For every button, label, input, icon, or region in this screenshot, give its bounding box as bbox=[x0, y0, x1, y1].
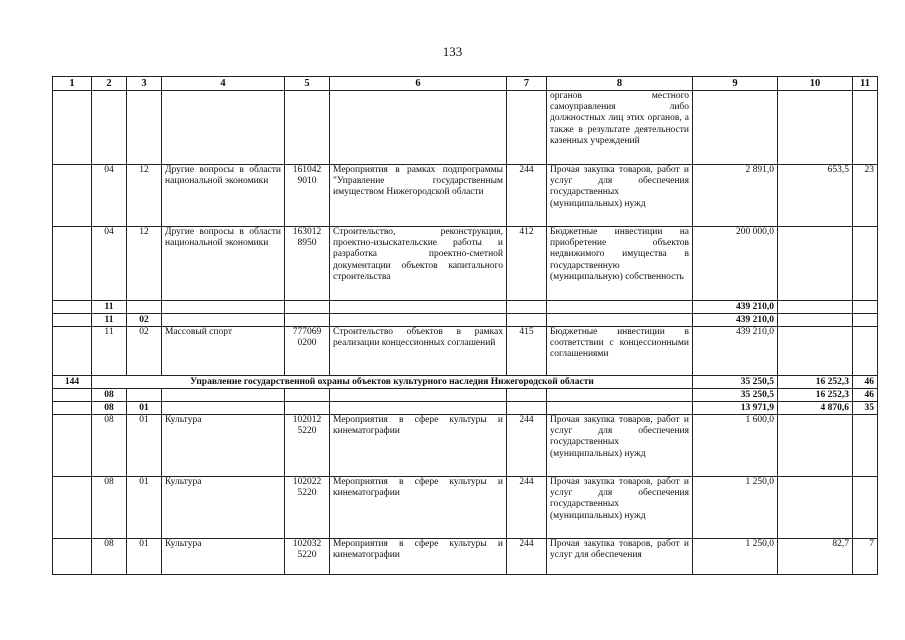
cell-col1 bbox=[53, 165, 92, 227]
cell-section: 04 bbox=[92, 227, 127, 301]
subtotal-row bbox=[53, 314, 878, 327]
cell-event: Мероприятия в рамках подпрограммы "Управление государственным имуществом Нижегородской области bbox=[330, 165, 507, 227]
cell-name: Культура bbox=[162, 415, 285, 477]
cell-amount: 1 250,0 bbox=[693, 477, 778, 539]
cell-subsection bbox=[127, 389, 162, 402]
cell-expense-type: 244 bbox=[507, 477, 547, 539]
cell-amount: 439 210,0 bbox=[693, 327, 778, 376]
cell-percent bbox=[853, 327, 878, 376]
cell-target-article bbox=[285, 91, 330, 165]
cell-amount: 35 250,5 bbox=[693, 376, 778, 389]
cell-expense-name: Прочая закупка товаров, работ и услуг для обеспечения государственных (муниципальных) нужд bbox=[547, 415, 693, 477]
cell-col1 bbox=[53, 389, 92, 402]
cell-event bbox=[330, 314, 507, 327]
cell-name bbox=[162, 301, 285, 314]
cell-expense-name: Бюджетные инвестиции в соответствии с концессионными соглашениями bbox=[547, 327, 693, 376]
cell-section: 08 bbox=[92, 402, 127, 415]
cell-name: Культура bbox=[162, 477, 285, 539]
cell-col1 bbox=[53, 314, 92, 327]
cell-expense-name: Прочая закупка товаров, работ и услуг для обеспечения bbox=[547, 539, 693, 575]
cell-event: Мероприятия в сфере культуры и кинематографии bbox=[330, 415, 507, 477]
cell-event: Строительство, реконструкция, проектно-изыскательские работы и разработка проектно-сметной документации объектов капитального строительства bbox=[330, 227, 507, 301]
cell-subsection: 12 bbox=[127, 227, 162, 301]
cell-section: 11 bbox=[92, 327, 127, 376]
cell-executed bbox=[778, 91, 853, 165]
cell-expense-type bbox=[507, 301, 547, 314]
subtotal-row bbox=[53, 402, 878, 415]
cell-percent bbox=[853, 415, 878, 477]
table-row bbox=[53, 227, 878, 301]
cell-agency-name: Управление государственной охраны объектов культурного наследия Нижегородской области bbox=[92, 376, 693, 389]
column-header: 7 bbox=[507, 77, 547, 91]
cell-executed bbox=[778, 301, 853, 314]
cell-percent bbox=[853, 301, 878, 314]
cell-name bbox=[162, 402, 285, 415]
cell-expense-name bbox=[547, 314, 693, 327]
cell-col1 bbox=[53, 477, 92, 539]
cell-percent bbox=[853, 91, 878, 165]
cell-expense-type: 412 bbox=[507, 227, 547, 301]
cell-section: 08 bbox=[92, 389, 127, 402]
cell-col1 bbox=[53, 327, 92, 376]
cell-expense-name bbox=[547, 389, 693, 402]
page-number: 133 bbox=[442, 44, 463, 59]
cell-subsection: 01 bbox=[127, 415, 162, 477]
cell-col1 bbox=[53, 402, 92, 415]
cell-subsection: 12 bbox=[127, 165, 162, 227]
cell-executed bbox=[778, 327, 853, 376]
subtotal-row bbox=[53, 389, 878, 402]
cell-section: 08 bbox=[92, 539, 127, 575]
cell-event bbox=[330, 301, 507, 314]
cell-target-article: 163012 8950 bbox=[285, 227, 330, 301]
cell-col1 bbox=[53, 227, 92, 301]
cell-target-article: 777069 0200 bbox=[285, 327, 330, 376]
cell-target-article bbox=[285, 402, 330, 415]
column-header: 6 bbox=[330, 77, 507, 91]
cell-executed bbox=[778, 227, 853, 301]
cell-name: Массовый спорт bbox=[162, 327, 285, 376]
cell-amount: 200 000,0 bbox=[693, 227, 778, 301]
cell-percent: 35 bbox=[853, 402, 878, 415]
cell-name bbox=[162, 91, 285, 165]
column-header: 1 bbox=[53, 77, 92, 91]
cell-name: Культура bbox=[162, 539, 285, 575]
column-header: 4 bbox=[162, 77, 285, 91]
agency-row bbox=[53, 376, 878, 389]
cell-expense-type bbox=[507, 314, 547, 327]
cell-subsection bbox=[127, 301, 162, 314]
table-row bbox=[53, 91, 878, 165]
cell-section: 11 bbox=[92, 301, 127, 314]
cell-expense-name bbox=[547, 301, 693, 314]
cell-percent bbox=[853, 227, 878, 301]
cell-amount: 2 891,0 bbox=[693, 165, 778, 227]
cell-expense-type bbox=[507, 402, 547, 415]
cell-section: 08 bbox=[92, 415, 127, 477]
cell-amount: 439 210,0 bbox=[693, 301, 778, 314]
cell-amount: 35 250,5 bbox=[693, 389, 778, 402]
subtotal-row bbox=[53, 301, 878, 314]
cell-expense-type bbox=[507, 91, 547, 165]
cell-executed: 82,7 bbox=[778, 539, 853, 575]
cell-target-article: 102012 5220 bbox=[285, 415, 330, 477]
cell-agency-code: 144 bbox=[53, 376, 92, 389]
cell-executed: 16 252,3 bbox=[778, 389, 853, 402]
table-row bbox=[53, 165, 878, 227]
cell-amount: 1 250,0 bbox=[693, 539, 778, 575]
cell-expense-type: 244 bbox=[507, 415, 547, 477]
cell-subsection: 01 bbox=[127, 477, 162, 539]
cell-event bbox=[330, 389, 507, 402]
cell-expense-type bbox=[507, 389, 547, 402]
cell-percent: 46 bbox=[853, 376, 878, 389]
cell-section: 04 bbox=[92, 165, 127, 227]
cell-target-article: 161042 9010 bbox=[285, 165, 330, 227]
cell-subsection: 01 bbox=[127, 402, 162, 415]
table-row bbox=[53, 327, 878, 376]
cell-amount: 1 600,0 bbox=[693, 415, 778, 477]
column-header: 5 bbox=[285, 77, 330, 91]
column-header: 3 bbox=[127, 77, 162, 91]
cell-expense-name bbox=[547, 402, 693, 415]
cell-amount: 439 210,0 bbox=[693, 314, 778, 327]
table-row bbox=[53, 477, 878, 539]
column-header: 9 bbox=[693, 77, 778, 91]
cell-name: Другие вопросы в области национальной экономики bbox=[162, 165, 285, 227]
budget-table bbox=[52, 76, 878, 575]
cell-expense-type: 244 bbox=[507, 165, 547, 227]
column-header: 2 bbox=[92, 77, 127, 91]
cell-percent: 46 bbox=[853, 389, 878, 402]
column-header: 8 bbox=[547, 77, 693, 91]
cell-col1 bbox=[53, 301, 92, 314]
cell-target-article: 102022 5220 bbox=[285, 477, 330, 539]
cell-target-article bbox=[285, 314, 330, 327]
cell-amount: 13 971,9 bbox=[693, 402, 778, 415]
cell-subsection: 02 bbox=[127, 327, 162, 376]
cell-target-article bbox=[285, 389, 330, 402]
cell-amount bbox=[693, 91, 778, 165]
cell-expense-name: Бюджетные инвестиции на приобретение объектов недвижимого имущества в государственную (муниципальную) собственность bbox=[547, 227, 693, 301]
cell-subsection: 02 bbox=[127, 314, 162, 327]
cell-subsection: 01 bbox=[127, 539, 162, 575]
cell-percent bbox=[853, 314, 878, 327]
cell-name bbox=[162, 389, 285, 402]
table-row bbox=[53, 539, 878, 575]
cell-expense-type: 415 bbox=[507, 327, 547, 376]
cell-target-article bbox=[285, 301, 330, 314]
cell-percent bbox=[853, 477, 878, 539]
cell-expense-name: органов местного самоуправления либо должностных лиц этих органов, а также в результате деятельности казенных учреждений bbox=[547, 91, 693, 165]
cell-event: Мероприятия в сфере культуры и кинематографии bbox=[330, 477, 507, 539]
cell-executed bbox=[778, 314, 853, 327]
cell-col1 bbox=[53, 539, 92, 575]
cell-expense-type: 244 bbox=[507, 539, 547, 575]
cell-executed: 16 252,3 bbox=[778, 376, 853, 389]
cell-event: Строительство объектов в рамках реализации концессионных соглашений bbox=[330, 327, 507, 376]
cell-col1 bbox=[53, 415, 92, 477]
cell-executed: 4 870,6 bbox=[778, 402, 853, 415]
cell-section bbox=[92, 91, 127, 165]
cell-section: 11 bbox=[92, 314, 127, 327]
header-row bbox=[53, 77, 878, 91]
cell-percent: 7 bbox=[853, 539, 878, 575]
column-header: 11 bbox=[853, 77, 878, 91]
table-row bbox=[53, 415, 878, 477]
cell-target-article: 102032 5220 bbox=[285, 539, 330, 575]
cell-expense-name: Прочая закупка товаров, работ и услуг для обеспечения государственных (муниципальных) нужд bbox=[547, 477, 693, 539]
column-header: 10 bbox=[778, 77, 853, 91]
cell-event: Мероприятия в сфере культуры и кинематографии bbox=[330, 539, 507, 575]
cell-executed: 653,5 bbox=[778, 165, 853, 227]
cell-event bbox=[330, 402, 507, 415]
cell-expense-name: Прочая закупка товаров, работ и услуг для обеспечения государственных (муниципальных) нужд bbox=[547, 165, 693, 227]
cell-event bbox=[330, 91, 507, 165]
cell-name: Другие вопросы в области национальной экономики bbox=[162, 227, 285, 301]
cell-col1 bbox=[53, 91, 92, 165]
cell-executed bbox=[778, 477, 853, 539]
cell-percent: 23 bbox=[853, 165, 878, 227]
cell-subsection bbox=[127, 91, 162, 165]
cell-name bbox=[162, 314, 285, 327]
cell-executed bbox=[778, 415, 853, 477]
cell-section: 08 bbox=[92, 477, 127, 539]
